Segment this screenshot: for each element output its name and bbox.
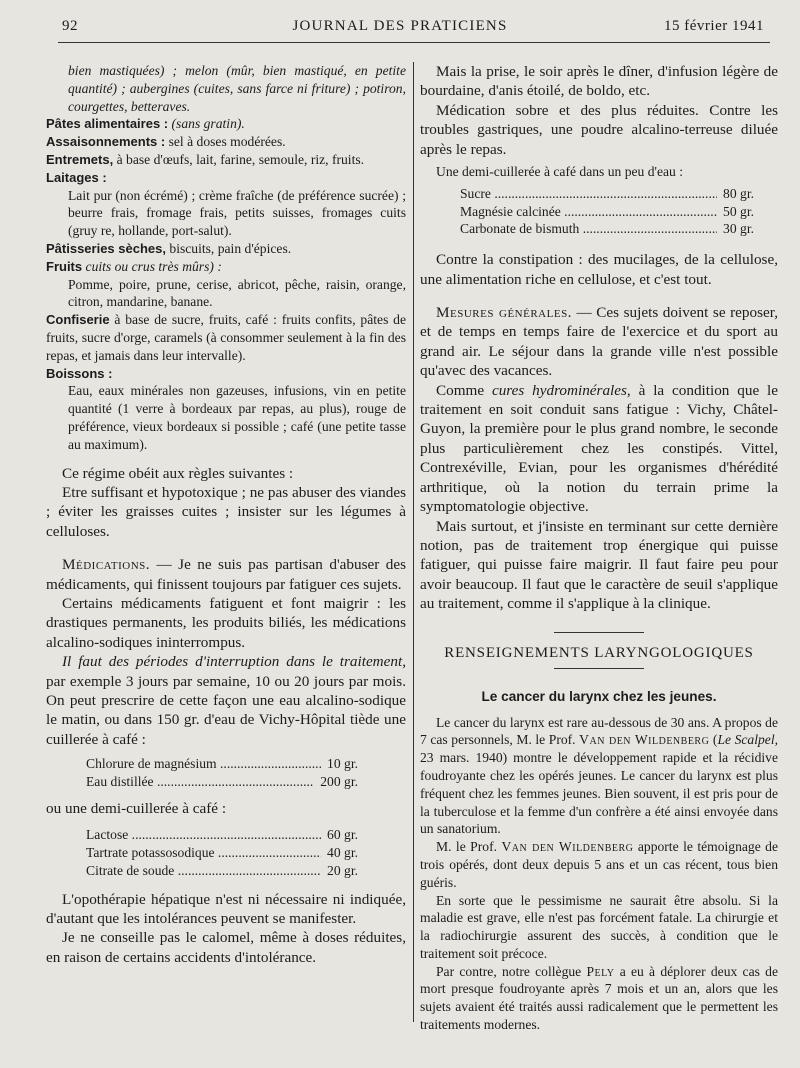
category-text: à base d'œufs, lait, farine, semoule, riz, fruits. <box>116 151 365 167</box>
category-text: à base de sucre, fruits, café : fruits confits, pâtes de fruits, sucre d'orge, caramels (à consommer seulement à la fin des repas, et jamais dans leur intervalle). <box>46 312 406 363</box>
food-category <box>46 169 406 187</box>
prescription-1 <box>46 755 406 791</box>
prescription-line: Eau distillée ..... 200 gr. <box>46 773 406 791</box>
column-divider <box>413 62 414 1022</box>
category-label: Entremets, <box>46 151 114 167</box>
author-name: Van den Wildenberg <box>579 732 710 748</box>
paragraph: Mesures générales. — Ces sujets doivent se reposer, et de temps en temps faire de l'exercice et du sport au grand air. Le séjour dans la grande ville n'est possible qu'avec des vacances. <box>420 304 779 380</box>
section-rule <box>554 668 644 669</box>
paragraph: Etre suffisant et hypotoxique ; ne pas abuser des viandes ; éviter les graisses cuites ; insister sur les légumes à celluloses. <box>46 483 406 540</box>
paragraph: bien mastiquées) ; melon (mûr, bien mastiqué, en petite quantité) ; aubergines (cuites, sans farce ni friture) ; potiron, courgettes, betteraves. <box>68 63 406 114</box>
category-text: sel à doses modérées. <box>168 134 286 150</box>
author-name: Van den Wildenberg <box>501 839 634 855</box>
paragraph: Certains médicaments fatiguent et font maigrir : les drastiques permanents, les produits biliés, les médications alcalino-sodiques ininterrompus. <box>46 594 406 651</box>
category-text: Lait pur (non écrémé) ; crème fraîche (de préférence sucrée) ; beurre frais, fromage frais, petits suisses, fromages cuits (gruy re, hollande, port-salut). <box>68 187 406 239</box>
header-rule <box>58 42 770 43</box>
category-label: Pâtisseries sèches, <box>46 240 166 256</box>
paragraph: Médication sobre et des plus réduites. Contre les troubles gastriques, une poudre alcalino-terreuse diluée après le repas. <box>420 101 778 158</box>
category-label: Confiserie <box>46 312 110 328</box>
paragraph: Ce régime obéit aux règles suivantes : <box>62 464 294 482</box>
section-run-in: Médications. <box>62 556 151 574</box>
prescription-3 <box>420 185 778 238</box>
left-column <box>46 62 406 967</box>
food-category <box>46 151 406 169</box>
prescription-line: Citrate de soude ..... 20 gr. <box>46 862 406 880</box>
paragraph: L'opothérapie hépatique n'est ni nécessaire ni indiquée, d'autant que les intolérances peuvent se manifester. <box>46 890 406 928</box>
prescription-line: Carbonate de bismuth ..... 30 gr. <box>420 220 778 238</box>
paragraph: Mais la prise, le soir après le dîner, d'infusion légère de bourdaine, d'anis étoilé, de boldo, etc. <box>420 63 778 100</box>
food-category <box>46 258 406 276</box>
food-category <box>46 311 406 364</box>
category-note: cuits ou crus très mûrs) : <box>85 258 222 274</box>
prescription-line: Magnésie calcinée ..... 50 gr. <box>420 203 778 221</box>
paragraph: Le cancer du larynx est rare au-dessous de 30 ans. A propos de 7 cas personnels, M. le Prof. Van den Wildenberg (Le Scalpel, 23 mars. 1940) montre le développement rapide et la récidive foudroyante chez les opérés jeunes. Le cancer du larynx est plus fréquent chez les femmes jeunes. Bien souvent, il est pris pour de la tuberculose et la femme d'un confrère a été ainsi envoyée dans un sanatorium. <box>420 714 778 837</box>
paragraph: Il faut des périodes d'interruption dans le traitement, par exemple 3 jours par semaine, 10 ou 20 jours par mois. On peut prescrire de cette façon une eau alcalino-sodique le matin, ou dans 150 gr. d'eau de Vichy-Hôpital tiède une cuillerée à café : <box>46 653 406 748</box>
paragraph: Par contre, notre collègue Pely a eu à déplorer deux cas de mort presque foudroyante après 7 mois et un an, alors que les sujets avaient été traités aussi radicalement que le permettent les traitements modernes. <box>420 963 778 1033</box>
section-title: RENSEIGNEMENTS LARYNGOLOGIQUES <box>444 644 754 661</box>
paragraph: ou une demi-cuillerée à café : <box>46 799 227 817</box>
food-category <box>46 240 406 258</box>
article-title: Le cancer du larynx chez les jeunes. <box>481 688 717 704</box>
paragraph: Médications. — Je ne suis pas partisan d'abuser des médicaments, qui finissent toujours par fatiguer ces sujets. <box>46 556 407 593</box>
prescription-line: Lactose ..... 60 gr. <box>46 826 406 844</box>
author-name: Pely <box>586 963 615 979</box>
page-number: 92 <box>62 18 78 34</box>
food-category <box>46 115 406 133</box>
paragraph: M. le Prof. Van den Wildenberg apporte le témoignage de trois opérés, dont deux depuis 5 ans et un cas récent, tous bien guéris. <box>420 839 779 890</box>
category-text: biscuits, pain d'épices. <box>169 240 292 256</box>
category-text: Eau, eaux minérales non gazeuses, infusions, vin en petite quantité (1 verre à bordeaux par repas, au plus), rouge de préférence, vieux bordeaux si possible ; café (une petite tasse au maximum). <box>68 383 406 452</box>
section-rule <box>554 632 644 633</box>
category-text: (sans gratin). <box>171 116 245 132</box>
paragraph: Je ne conseille pas le calomel, même à doses réduites, en raison de certains accidents d'intolérance. <box>46 929 406 966</box>
food-category <box>46 133 406 151</box>
journal-title: JOURNAL DES PRATICIENS <box>292 18 508 34</box>
section-run-in: Mesures générales. <box>436 304 572 322</box>
prescription-line: Chlorure de magnésium ..... 10 gr. <box>46 755 406 773</box>
paragraph: Une demi-cuillerée à café dans un peu d'eau : <box>436 164 684 180</box>
category-text: Pomme, poire, prune, cerise, abricot, pêche, raisin, orange, citron, mandarine, banane. <box>68 276 406 310</box>
paragraph: En sorte que le pessimisme ne saurait être absolu. Si la maladie est grave, elle n'est pas forcément fatale. La chirurgie et la radiochirurgie assurent des succès, à condition que le traitement soit précoce. <box>420 892 778 961</box>
category-label: Boissons : <box>46 365 113 381</box>
paragraph: Contre la constipation : des mucilages, de la cellulose, une alimentation riche en cellulose, et c'est tout. <box>420 251 778 288</box>
category-label: Pâtes alimentaires : <box>46 116 169 132</box>
prescription-line: Sucre ..... 80 gr. <box>420 185 778 203</box>
paragraph: Comme cures hydrominérales, à la condition que le traitement en soit conduit sans fatigue : Vichy, Châtel-Guyon, la première pour le plus grand nombre, le seconde plus particulièrement chez les constipés. Vittel, Contrexéville, Evian, pour les organismes d'hérédité arthritique, où la notion du terrain prime la symptomatologie objective. <box>420 381 779 516</box>
issue-date: 15 février 1941 <box>664 18 764 34</box>
prescription-2 <box>46 826 406 879</box>
paragraph: Mais surtout, et j'insiste en terminant sur cette dernière notion, pas de traitement trop énergique qui puisse fatiguer, qui puisse faire maigrir. Il faut faire peu pour avoir beaucoup. Il faut que le caractère de seuil s'applique au traitement, comme il s'applique à la clinique. <box>420 517 778 613</box>
right-column <box>420 62 778 1034</box>
category-label: Laitages : <box>46 169 107 185</box>
food-category <box>46 365 406 383</box>
running-header <box>0 18 800 42</box>
prescription-line: Tartrate potassosodique ..... 40 gr. <box>46 844 406 862</box>
category-label: Assaisonnements : <box>46 134 166 150</box>
category-label: Fruits <box>46 258 83 274</box>
